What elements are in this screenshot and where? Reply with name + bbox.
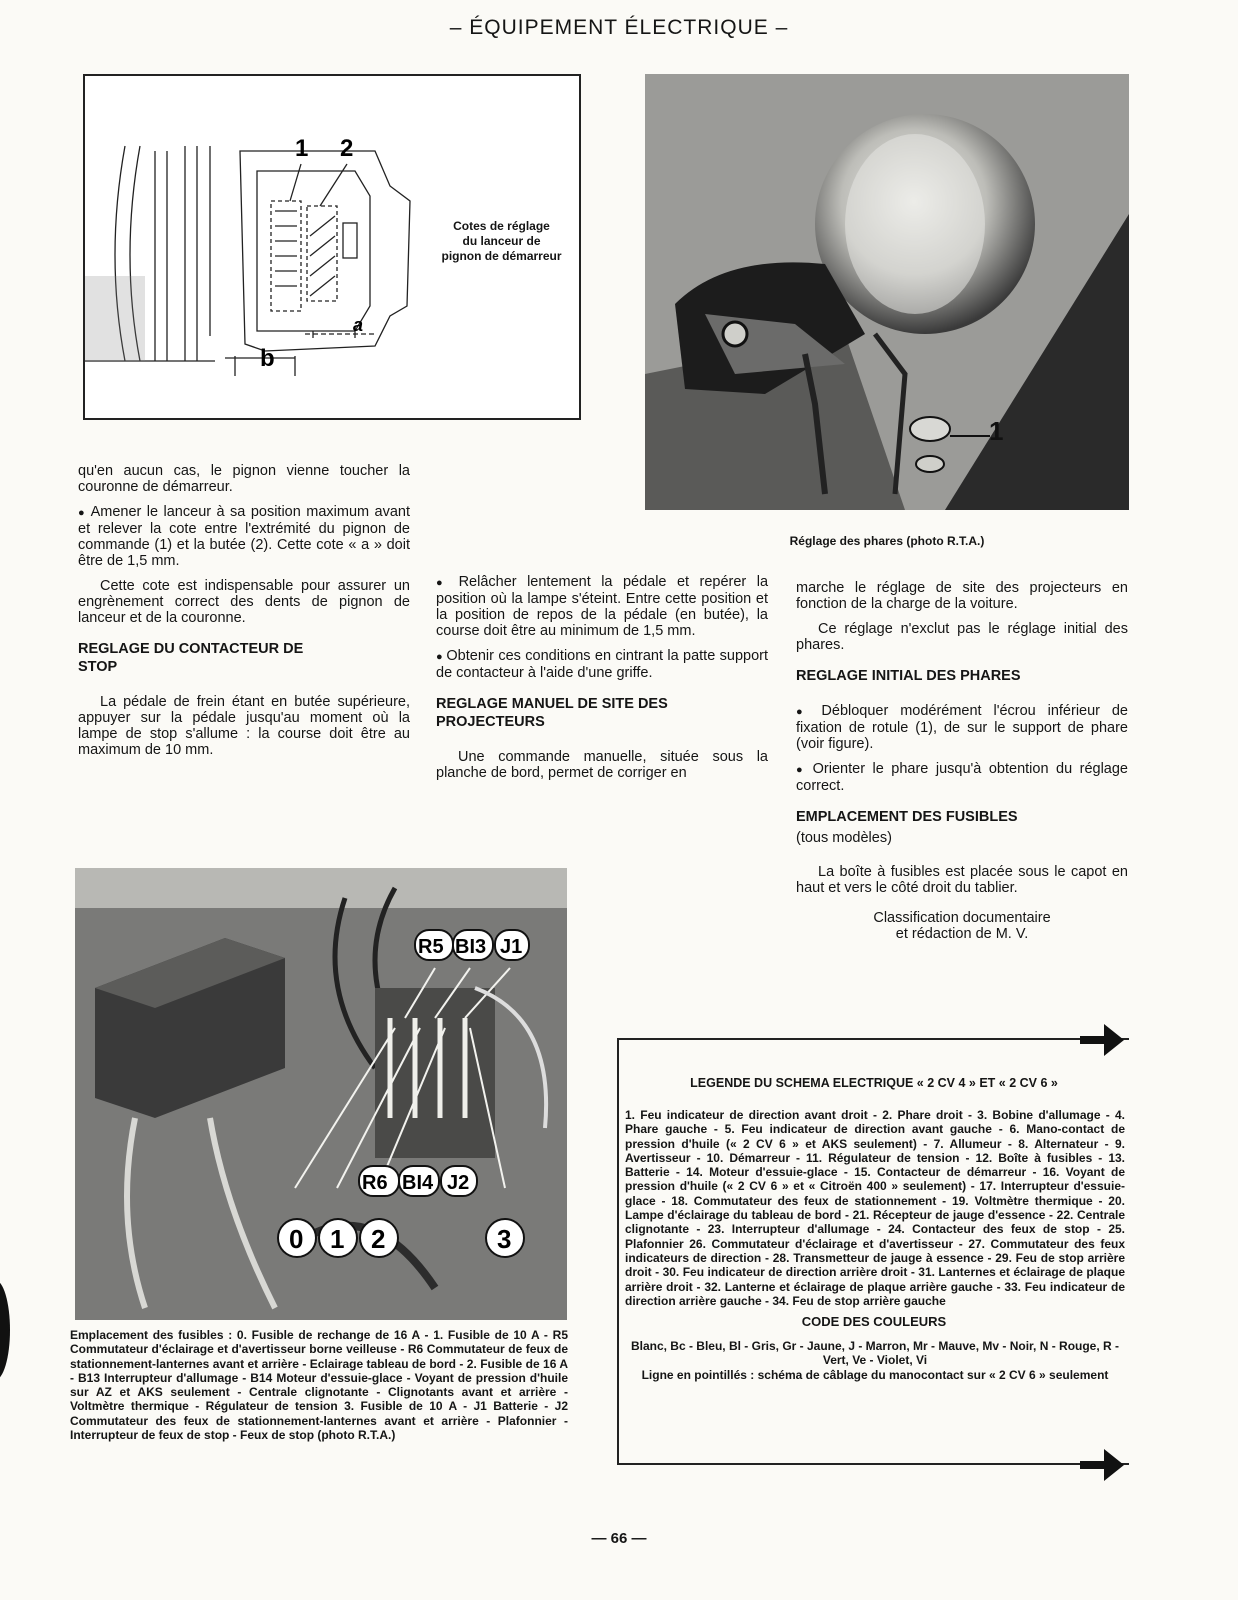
starter-diagram-figure [83, 74, 581, 420]
fuse-label-2: 2 [371, 1224, 386, 1254]
fuse-label-bi3: BI3 [455, 936, 487, 958]
diagram-label-1: 1 [295, 135, 309, 162]
diagram-label-b: b [260, 345, 275, 372]
fuse-label-0: 0 [289, 1224, 304, 1254]
headlamp-callout-1: 1 [989, 416, 1004, 446]
fusebox-photo [75, 868, 567, 1320]
fuse-label-j2: J2 [447, 1172, 470, 1194]
arrow-right-icon [1080, 1020, 1128, 1060]
paragraph: marche le réglage de site des projecteurs en fonction de la charge de la voiture. [796, 580, 1128, 612]
legend-title: LEGENDE DU SCHEMA ELECTRIQUE « 2 CV 4 » ET « 2 CV 6 » [690, 1076, 1058, 1090]
headlamp-photo [645, 74, 1129, 510]
section-heading-manual-adjust: REGLAGE MANUEL DE SITE DES PROJECTEURS [436, 696, 668, 730]
diagram-caption-line: du lanceur de [462, 234, 541, 248]
paragraph: La boîte à fusibles est placée sous le capot en haut et vers le côté droit du tablier. [796, 864, 1128, 896]
bullet-paragraph: ● Orienter le phare jusqu'à obtention du réglage correct. [796, 761, 1128, 794]
text-column-2 [436, 574, 768, 790]
legend-box [617, 1038, 1129, 1465]
fuse-label-1: 1 [330, 1224, 345, 1254]
paragraph: Ce réglage n'exclut pas le réglage initial des phares. [796, 621, 1128, 653]
fuse-label-3: 3 [497, 1224, 512, 1254]
bullet-paragraph: ● Débloquer modérément l'écrou inférieur de fixation de rotule (1), de sur le support de phare (voir figure). [796, 703, 1128, 752]
paragraph: Cette cote est indispensable pour assurer un engrènement correct des dents de pignon de lanceur et de la couronne. [78, 578, 410, 626]
bullet-paragraph: ● Relâcher lentement la pédale et repérer la position où la lampe s'éteint. Entre cette position et la position de repos de la pédale (en butée), la course doit être au minimum de 1,5 mm. [436, 574, 768, 639]
fuse-label-j1: J1 [500, 936, 523, 958]
fusebox-caption: Emplacement des fusibles : 0. Fusible de rechange de 16 A - 1. Fusible de 10 A - R5 Commutateur d'éclairage et d'avertisseur borne veilleuse - R6 Commutateur de feux de stationnement-lanternes avant et arrière - Eclairage tableau de bord - 2. Fusible de 16 A - B13 Interrupteur d'allumage - B14 Moteur d'essuie-glace - Voyant de pression d'huile sur AZ et AKS seulement - Centrale clignotante - Clignotants avant et arrière - Voltmètre thermique - Régulateur de tension 3. Fusible de 10 A - J1 Batterie - J2 Commutateur des feux de stationnement-lanternes avant et arrière - Plafonnier - Interrupteur de feux de stop - Feux de stop (photo R.T.A.) [70, 1328, 568, 1443]
page-number: — 66 — [591, 1530, 647, 1547]
credit [796, 910, 1128, 942]
fusebox-illustration [75, 868, 567, 1320]
diagram-caption-line: pignon de démarreur [441, 249, 562, 263]
section-heading-fuses: EMPLACEMENT DES FUSIBLES [796, 809, 1018, 825]
subheading: (tous modèles) [796, 830, 892, 846]
page-header: – ÉQUIPEMENT ÉLECTRIQUE – [449, 16, 789, 39]
diagram-caption [429, 219, 574, 264]
section-heading-initial-headlamp: REGLAGE INITIAL DES PHARES [796, 668, 1021, 684]
fuse-label-r6: R6 [362, 1172, 388, 1194]
paragraph: La pédale de frein étant en butée supérieure, appuyer sur la pédale jusqu'au moment où la lampe de stop s'allume : la course doit être au maximum de 10 mm. [78, 694, 410, 758]
diagram-caption-line: Cotes de réglage [453, 219, 550, 233]
credit-line: et rédaction de M. V. [895, 926, 1029, 942]
binding-mark [0, 1280, 10, 1380]
paragraph: qu'en aucun cas, le pignon vienne toucher la couronne de démarreur. [78, 463, 410, 495]
diagram-label-a: a [353, 315, 364, 335]
headlamp-caption: Réglage des phares (photo R.T.A.) [789, 534, 985, 548]
text-column-3 [796, 580, 1128, 942]
headlamp-illustration [645, 74, 1129, 510]
bullet-paragraph: ● Amener le lanceur à sa position maximum avant et relever la cote entre l'extrémité du pignon de commande (1) et la butée (2). Cette cote « a » doit être de 1,5 mm. [78, 504, 410, 569]
color-code-line: Blanc, Bc - Bleu, Bl - Gris, Gr - Jaune, J - Marron, Mr - Mauve, Mv - Noir, N - Rouge, R - Vert, Ve - Violet, Vi [630, 1339, 1120, 1368]
arrow-right-icon [1080, 1445, 1128, 1485]
fuse-label-bi4: BI4 [402, 1172, 434, 1194]
text-column-1 [78, 463, 410, 767]
diagram-label-2: 2 [340, 135, 354, 162]
dotted-line-note: Ligne en pointillés : schéma de câblage du manocontact sur « 2 CV 6 » seulement [641, 1367, 1109, 1382]
bullet-paragraph: ● Obtenir ces conditions en cintrant la patte support de contacteur à l'aide d'une griffe. [436, 648, 768, 681]
legend-text: 1. Feu indicateur de direction avant droit - 2. Phare droit - 3. Bobine d'allumage - 4. Phare gauche - 5. Feu indicateur de direction avant gauche - 6. Mano-contact de pression d'huile (« 2 CV 6 » et AKS seulement) - 7. Allumeur - 8. Alternateur - 9. Avertisseur - 10. Démarreur - 11. Régulateur de tension - 12. Boîte à fusibles - 13. Batterie - 14. Moteur d'essuie-glace - 15. Contacteur de démarreur - 16. Voyant de pression d'huile (« 2 CV 6 » et « Citroën 400 » seulement) - 17. Interrupteur d'essuie-glace - 18. Commutateur des feux de stationnement - 19. Voltmètre thermique - 20. Lampe d'éclairage du tableau de bord - 21. Récepteur de jauge d'essence - 22. Centrale clignotante - 23. Interrupteur d'allumage - 24. Contacteur des feux de stop - 25. Plafonnier 26. Commutateur d'éclairage et d'avertisseur - 27. Commutateur des feux indicateurs de direction - 28. Transmetteur de jauge à essence - 29. Feu de stop arrière droit - 30. Feu indicateur de direction arrière droit - 31. Lanternes et éclairage de plaque arrière droit - 32. Lanterne et éclairage de plaque arrière gauche - 33. Feu indicateur de direction arrière gauche - 34. Feu de stop arrière gauche [625, 1108, 1125, 1308]
fuse-label-r5: R5 [418, 936, 444, 958]
section-heading-stop-switch: REGLAGE DU CONTACTEUR DE STOP [78, 641, 304, 675]
paragraph: Une commande manuelle, située sous la planche de bord, permet de corriger en [436, 749, 768, 781]
credit-line: Classification documentaire [873, 910, 1051, 926]
color-code-title: CODE DES COULEURS [801, 1314, 947, 1330]
